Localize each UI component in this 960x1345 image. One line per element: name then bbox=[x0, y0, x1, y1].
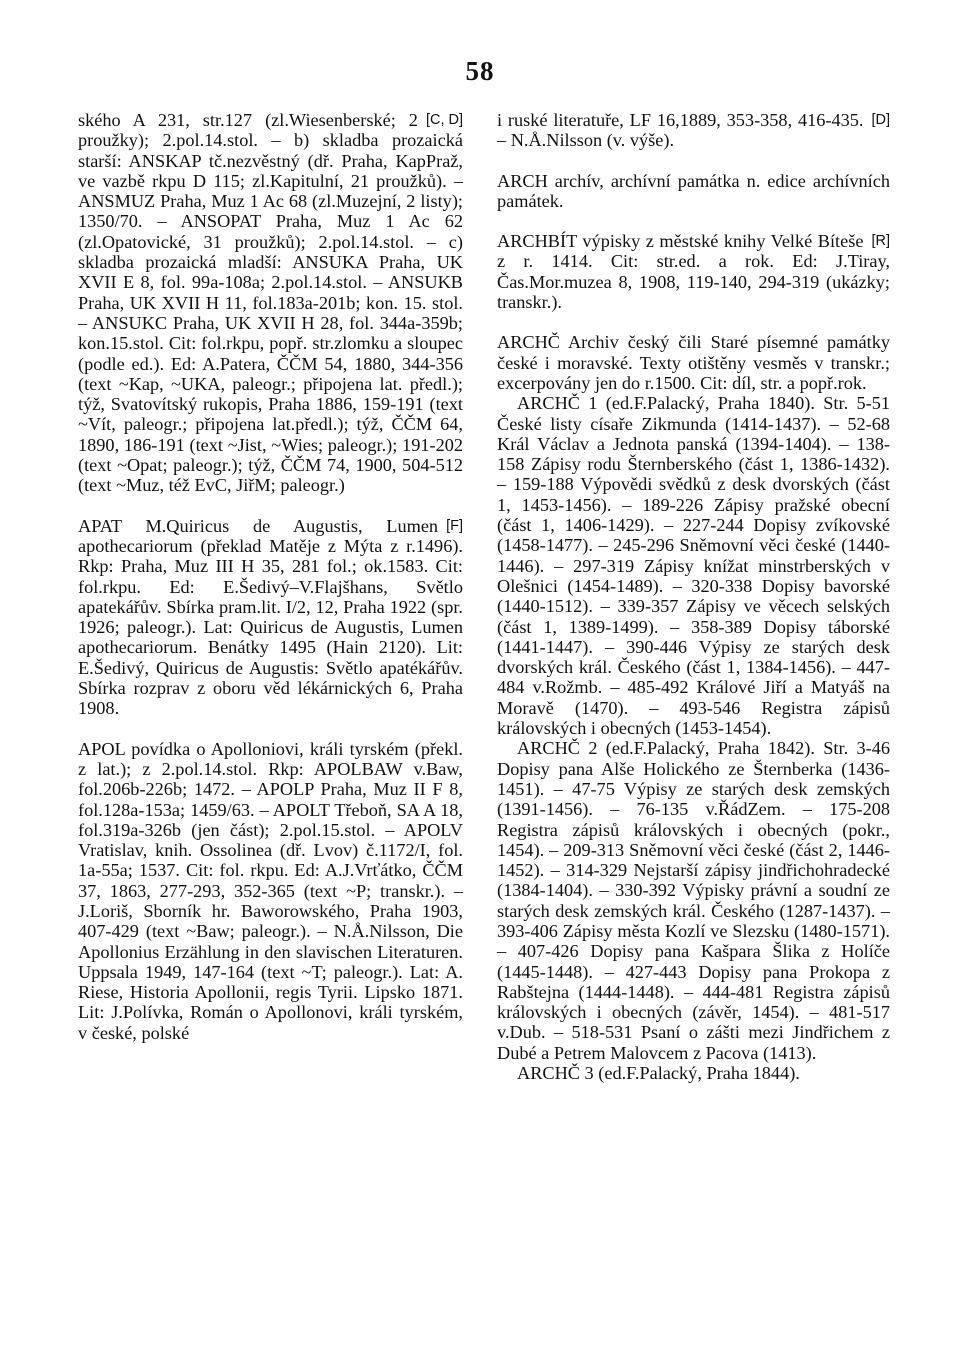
entry-ans-continuation bbox=[78, 110, 463, 496]
entry-archbit bbox=[497, 231, 890, 312]
source-tag: [D] bbox=[871, 112, 890, 128]
entry-archc-2 bbox=[497, 738, 890, 1063]
source-tag: [C, D] bbox=[425, 112, 463, 128]
right-column bbox=[497, 110, 890, 1083]
entry-text: ského A 231, str.127 (zl.Wiesenberské; 2 proužky); 2.pol.14.stol. – b) skladba prozaická starší: ANSKAP tč.nezvěstný (dř. Praha, KapPraž, ve vazbě rkpu D 115; zl.Kapitulní, 21 proužků). – ANSMUZ Praha, Muz 1 Ac 68 (zl.Muzejní, 2 listy); 1350/70. – ANSOPAT Praha, Muz 1 Ac 62 (zl.Opatovické, 31 proužků); 2.pol.14.stol. – c) skladba prozaická mladší: ANSUKA Praha, UK XVII E 8, fol. 99a-108a; 2.pol.14.stol. – ANSUKB Praha, UK XVII H 11, fol.183a-201b; kon. 15. stol. – ANSUKC Praha, UK XVII H 28, fol. 344a-359b; kon.15.stol. Cit: fol.rkpu, popř. str.zlomku a sloupec (podle ed.). Ed: A.Patera, ČČM 54, 1880, 344-356 (text ~Kap, ~UKA, paleogr.; připojena lat. předl.); týž, Svatovítský rukopis, Praha 1886, 159-191 (text ~Vít, paleogr.; připojena lat.předl.); týž, ČČM 64, 1890, 186-191 (text ~Jist, ~Wies; paleogr.); 191-202 (text ~Opat; paleogr.); týž, ČČM 74, 1900, 504-512 (text ~Muz, též EvC, JiřM; paleogr.) bbox=[78, 110, 463, 496]
entry-archc-3 bbox=[497, 1063, 890, 1083]
entry-text: ARCHČ 3 (ed.F.Palacký, Praha 1844). bbox=[517, 1063, 800, 1084]
entry-text: ARCHČ Archiv český čili Staré písemné památky české i moravské. Texty otištěny vesměs v transkr.; excerpovány jen do r.1500. Cit: díl, str. a popř.rok. bbox=[497, 332, 890, 393]
entry-text: APOL povídka o Apolloniovi, králi tyrském (překl. z lat.); z 2.pol.14.stol. Rkp: APOLBAW v.Baw, fol.206b-226b; 1472. – APOLP Praha, Muz II F 8, fol.128a-153a; 1459/63. – APOLT Třeboň, SA A 18, fol.319a-326b (jen část); 2.pol.15.stol. – APOLV Vratislav, knih. Ossolinea (dř. Lvov) č.1172/I, fol. 1a-55a; 1537. Cit: fol. rkpu. Ed: A.J.Vrťátko, ČČM 37, 1863, 277-293, 352-365 (text ~P; transkr.). – J.Loriš, Sborník hr. Baworowského, Praha 1903, 407-429 (text ~Baw; paleogr.). – N.Å.Nilsson, Die Apollonius Erzählung in den slavischen Literaturen. Uppsala 1949, 147-164 (text ~T; paleogr.). Lat: A. Riese, Historia Apollonii, regis Tyrii. Lipsko 1871. Lit: J.Polívka, Román o Apollonovi, králi tyrském, v české, polské bbox=[78, 738, 463, 1043]
page-number: 58 bbox=[465, 56, 495, 86]
entry-apat bbox=[78, 516, 463, 719]
left-column bbox=[78, 110, 463, 1043]
entry-text: APAT M.Quiricus de Augustis, Lumen apothecariorum (překlad Matěje z Mýta z r.1496). Rkp: Praha, Muz III H 35, 281 fol.; ok.1583. Cit: fol.rkpu. Ed: E.Šedivý–V.Flajšhans, Světlo apatekářův. Sbírka pram.lit. I/2, 12, Praha 1922 (spr. 1926; paleogr.). Lat: Quiricus de Augustis, Lumen apothecariorum. Benátky 1495 (Hain 2120). Lit: E.Šedivý, Quiricus de Augustis: Světlo apatékářův. Sbírka rozprav z oboru věd lékárnických 6, Praha 1908. bbox=[78, 515, 463, 719]
entry-text: ARCHČ 1 (ed.F.Palacký, Praha 1840). Str. 5-51 České listy císaře Zikmunda (1414-1437). – 52-68 Král Václav a Jednota panská (1394-1404). – 138-158 Zápisy rodu Šternberského (část 1, 1386-1432). – 159-188 Výpovědi svědků z desk dvorských (část 1, 1453-1456). – 189-226 Zápisy pražské obecní (část 1, 1406-1429). – 227-244 Dopisy zvíkovské (1458-1477). – 245-296 Sněmovní věci české (1440-1446). – 297-319 Zápisy knížat minstrberských v Olešnici (1454-1489). – 320-338 Dopisy bavorské (1440-1512). – 339-357 Zápisy ve věcech selských (část 1, 1389-1499). – 358-389 Dopisy táborské (1441-1447). – 390-446 Výpisy ze starých desk dvorských král. Českého (část 1, 1384-1456). – 447-484 v.Rožmb. – 485-492 Králové Jiří a Matyáš na Moravě (1470). – 493-546 Registra zápisů královských i obecných (1453-1454). bbox=[497, 393, 890, 739]
entry-archc bbox=[497, 332, 890, 393]
entry-text: i ruské literatuře, LF 16,1889, 353-358, 416-435. – N.Å.Nilsson (v. výše). bbox=[497, 110, 864, 151]
entry-apol-continuation bbox=[497, 110, 890, 151]
entry-text: ARCHBÍT výpisky z městské knihy Velké Bíteše z r. 1414. Cit: str.ed. a rok. Ed: J.Tiray, Čas.Mor.muzea 8, 1908, 119-140, 294-319 (ukázky; transkr.). bbox=[497, 231, 890, 313]
entry-text: ARCH archív, archívní památka n. edice archívních památek. bbox=[497, 170, 890, 211]
source-tag: [R] bbox=[871, 233, 890, 250]
entry-apol bbox=[78, 739, 463, 1043]
source-tag: [F] bbox=[446, 517, 463, 534]
entry-archc-1 bbox=[497, 393, 890, 738]
entry-arch bbox=[497, 171, 890, 212]
entry-text: ARCHČ 2 (ed.F.Palacký, Praha 1842). Str. 3-46 Dopisy pana Alše Holického ze Šternberka (1436-1451). – 47-75 Výpisy ze starých desk zemských (1391-1456). – 76-135 v.ŘádZem. – 175-208 Registra zápisů královských i obecných (pokr., 1454). – 209-313 Sněmovní věci české (část 2, 1446-1452). – 314-329 Nejstarší zápisy jindřichohradecké (1384-1404). – 330-392 Výpisky právní a soudní ze starých desk zemských král. Českého (1287-1437). – 393-406 Zápisy města Kozlí ve Slezsku (1480-1571). – 407-426 Dopisy pana Kašpara Šlika z Holíče (1445-1448). – 427-443 Dopisy pana Prokopa z Rabštejna (1444-1448). – 444-481 Registra zápisů královských i obecných (závěr, 1454). – 481-517 v.Dub. – 518-531 Psaní o zášti mezi Jindřichem z Dubé a Petrem Malovcem z Pacova (1413). bbox=[497, 738, 890, 1063]
